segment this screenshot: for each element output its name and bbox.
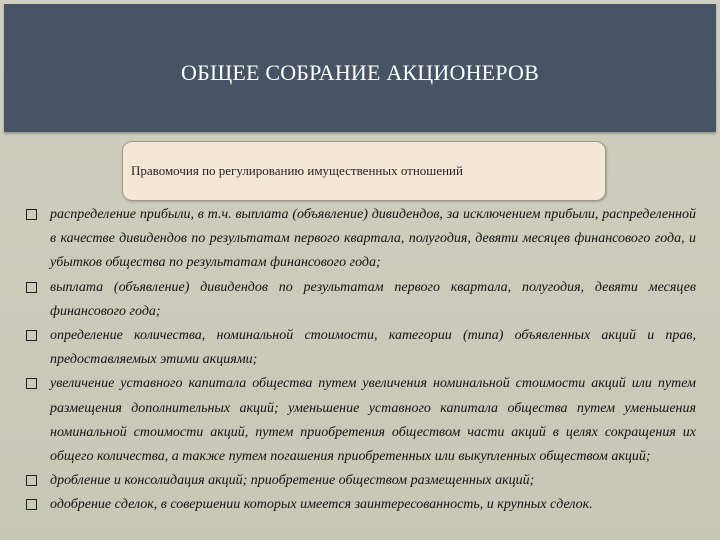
list-item-text: увеличение уставного капитала общества путем увеличения номинальной стоимости акций или путем размещения дополнительных акций; уменьшение уставного капитала общества путем уменьшения номинальной стоимости акций, путем приобретения обществом части акций в целях сокращения их общего количества, а также путем погашения приобретенных или выкупленных обществом акций;: [50, 376, 696, 465]
powers-list: [26, 203, 696, 518]
slide-title: ОБЩЕЕ СОБРАНИЕ АКЦИОНЕРОВ: [181, 60, 539, 85]
list-item: [26, 203, 696, 276]
list-item: [26, 372, 696, 469]
checkbox-bullet-icon: [26, 378, 37, 389]
list-item-text: выплата (объявление) дивидендов по результатам первого квартала, полугодия, девяти месяцев финансового года;: [50, 279, 696, 319]
list-item-text: дробление и консолидация акций; приобретение обществом размещенных акций;: [50, 473, 535, 489]
checkbox-bullet-icon: [26, 475, 37, 486]
list-item: [26, 493, 696, 517]
list-item-text: определение количества, номинальной стоимости, категории (типа) объявленных акций и прав, предоставляемых этими акциями;: [50, 328, 696, 368]
list-item: [26, 276, 696, 324]
checkbox-bullet-icon: [26, 330, 37, 341]
subtitle-box: [122, 141, 606, 201]
list-item-text: распределение прибыли, в т.ч. выплата (объявление) дивидендов, за исключением прибыли, распределенной в качестве дивидендов по результатам первого квартала, полугодия, девяти месяцев финансового года, и убытков общества по результатам финансового года;: [50, 207, 696, 271]
header-bar: [4, 4, 716, 132]
checkbox-bullet-icon: [26, 499, 37, 510]
list-item: [26, 324, 696, 372]
list-item-text: одобрение сделок, в совершении которых имеется заинтересованность, и крупных сделок.: [50, 497, 593, 513]
checkbox-bullet-icon: [26, 209, 37, 220]
list-item: [26, 469, 696, 493]
subtitle-text: Правомочия по регулированию имущественных отношений: [131, 163, 463, 178]
checkbox-bullet-icon: [26, 282, 37, 293]
